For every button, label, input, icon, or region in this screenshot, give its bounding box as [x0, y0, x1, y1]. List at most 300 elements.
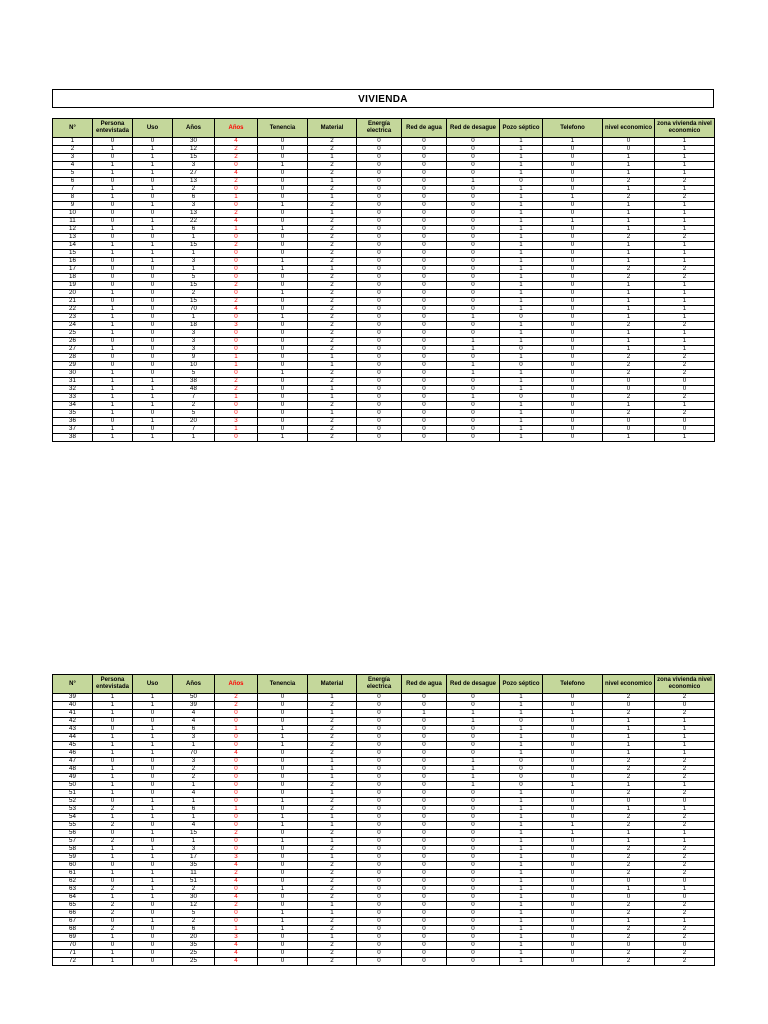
table-cell: 2	[308, 202, 357, 210]
table-cell: 0	[258, 178, 308, 186]
table-cell: 1	[93, 710, 133, 718]
table-cell: 0	[447, 418, 500, 426]
table-cell: 2	[603, 902, 655, 910]
table-cell: 2	[603, 862, 655, 870]
table-cell: 0	[357, 838, 402, 846]
table-cell: 0	[447, 798, 500, 806]
table-cell: 0	[258, 170, 308, 178]
column-header: Red de desague	[447, 675, 500, 694]
table-cell: 3	[215, 418, 258, 426]
table-cell: 48	[53, 766, 93, 774]
table-cell: 1	[173, 782, 215, 790]
table-cell: 1	[93, 186, 133, 194]
table-cell: 0	[357, 306, 402, 314]
table-cell: 0	[603, 138, 655, 146]
table-cell: 1	[93, 434, 133, 442]
table-cell: 12	[173, 902, 215, 910]
table-cell: 0	[603, 798, 655, 806]
table-cell: 0	[447, 426, 500, 434]
table-cell: 0	[357, 434, 402, 442]
table-cell: 2	[308, 434, 357, 442]
table-cell: 38	[173, 378, 215, 386]
table-cell: 2	[308, 418, 357, 426]
table-cell: 0	[447, 790, 500, 798]
table-cell: 0	[357, 846, 402, 854]
table-cell: 0	[357, 934, 402, 942]
table-cell: 0	[93, 918, 133, 926]
table-cell: 43	[53, 726, 93, 734]
table-row	[53, 258, 715, 266]
table-cell: 1	[93, 750, 133, 758]
table-cell: 27	[173, 170, 215, 178]
table-cell: 1	[500, 234, 543, 242]
table-cell: 2	[308, 146, 357, 154]
table-cell: 1	[603, 918, 655, 926]
table-cell: 2	[308, 250, 357, 258]
table-cell: 7	[173, 426, 215, 434]
table-cell: 1	[500, 370, 543, 378]
table-cell: 0	[215, 798, 258, 806]
table-cell: 47	[53, 758, 93, 766]
table-cell: 2	[655, 862, 715, 870]
table-cell: 0	[258, 950, 308, 958]
table-cell: 1	[258, 202, 308, 210]
table-cell: 1	[655, 210, 715, 218]
table-cell: 44	[53, 734, 93, 742]
table-row	[53, 870, 715, 878]
table-cell: 70	[53, 942, 93, 950]
table-cell: 1	[655, 242, 715, 250]
table-cell: 15	[173, 242, 215, 250]
table-cell: 2	[655, 410, 715, 418]
table-cell: 1	[603, 202, 655, 210]
table-cell: 0	[402, 178, 447, 186]
table-cell: 9	[53, 202, 93, 210]
table-cell: 2	[603, 178, 655, 186]
table-cell: 0	[215, 766, 258, 774]
table-cell: 4	[215, 878, 258, 886]
table-cell: 0	[215, 234, 258, 242]
table-cell: 2	[308, 950, 357, 958]
table-cell: 1	[93, 370, 133, 378]
table-cell: 0	[215, 370, 258, 378]
table-cell: 1	[655, 718, 715, 726]
table-cell: 0	[402, 854, 447, 862]
table-cell: 2	[215, 178, 258, 186]
table-cell: 0	[258, 934, 308, 942]
table-cell: 2	[308, 218, 357, 226]
table-cell: 0	[447, 218, 500, 226]
table-cell: 1	[603, 330, 655, 338]
table-cell: 0	[447, 354, 500, 362]
table-cell: 1	[93, 378, 133, 386]
table-row	[53, 758, 715, 766]
table-cell: 15	[173, 154, 215, 162]
table-cell: 0	[357, 338, 402, 346]
table-cell: 0	[543, 290, 603, 298]
table-cell: 3	[173, 846, 215, 854]
table-cell: 9	[173, 354, 215, 362]
table-cell: 1	[543, 194, 603, 202]
table-row	[53, 202, 715, 210]
table-cell: 18	[173, 322, 215, 330]
table-cell: 2	[655, 846, 715, 854]
table-cell: 1	[603, 290, 655, 298]
table-cell: 51	[173, 878, 215, 886]
table-cell: 0	[447, 734, 500, 742]
table-cell: 1	[655, 250, 715, 258]
table-cell: 53	[53, 806, 93, 814]
table-cell: 0	[447, 290, 500, 298]
table-cell: 0	[93, 218, 133, 226]
table-cell: 2	[308, 402, 357, 410]
table-cell: 1	[447, 338, 500, 346]
table-cell: 0	[402, 758, 447, 766]
table-cell: 1	[500, 958, 543, 966]
table-cell: 0	[402, 774, 447, 782]
table-cell: 1	[93, 854, 133, 862]
table-cell: 1	[655, 886, 715, 894]
table-cell: 0	[93, 266, 133, 274]
table-row	[53, 394, 715, 402]
table-cell: 3	[173, 758, 215, 766]
table-cell: 2	[308, 226, 357, 234]
table-cell: 0	[215, 410, 258, 418]
table-cell: 0	[603, 378, 655, 386]
table-cell: 0	[543, 330, 603, 338]
table-cell: 0	[357, 766, 402, 774]
table-cell: 70	[173, 750, 215, 758]
table-cell: 1	[308, 854, 357, 862]
table-cell: 4	[215, 862, 258, 870]
table-cell: 5	[173, 370, 215, 378]
table-row	[53, 138, 715, 146]
table-cell: 1	[447, 178, 500, 186]
column-header: Material	[308, 675, 357, 694]
table-cell: 1	[133, 702, 173, 710]
table-cell: 0	[258, 306, 308, 314]
table-row	[53, 774, 715, 782]
table-cell: 0	[543, 402, 603, 410]
table-cell: 6	[173, 194, 215, 202]
sheet-title: VIVIENDA	[52, 89, 714, 108]
table-cell: 0	[402, 694, 447, 702]
table-cell: 23	[53, 314, 93, 322]
table-cell: 0	[258, 774, 308, 782]
table-cell: 2	[655, 694, 715, 702]
table-cell: 0	[543, 242, 603, 250]
table-cell: 37	[53, 426, 93, 434]
table-cell: 1	[258, 726, 308, 734]
table-cell: 2	[308, 242, 357, 250]
table-cell: 0	[447, 854, 500, 862]
table-cell: 0	[133, 710, 173, 718]
table-row	[53, 154, 715, 162]
table-cell: 0	[215, 290, 258, 298]
table-cell: 3	[215, 854, 258, 862]
table-cell: 0	[402, 354, 447, 362]
table-cell: 1	[543, 138, 603, 146]
table-cell: 0	[133, 782, 173, 790]
vivienda-table-2	[52, 674, 715, 966]
table-cell: 0	[402, 830, 447, 838]
table-cell: 1	[93, 774, 133, 782]
table-cell: 0	[655, 378, 715, 386]
table-cell: 1	[603, 838, 655, 846]
table-cell: 0	[402, 798, 447, 806]
table-cell: 0	[258, 274, 308, 282]
table-cell: 2	[603, 394, 655, 402]
table-cell: 0	[543, 702, 603, 710]
table-cell: 0	[258, 250, 308, 258]
table-cell: 1	[500, 806, 543, 814]
table-cell: 1	[603, 226, 655, 234]
table-cell: 0	[402, 434, 447, 442]
table-cell: 1	[258, 822, 308, 830]
table-cell: 29	[53, 362, 93, 370]
table-cell: 0	[543, 282, 603, 290]
table-cell: 1	[215, 726, 258, 734]
table-cell: 0	[543, 806, 603, 814]
table-cell: 1	[603, 886, 655, 894]
table-cell: 0	[133, 274, 173, 282]
table-cell: 39	[53, 694, 93, 702]
table-row	[53, 934, 715, 942]
table-cell: 1	[500, 426, 543, 434]
table-cell: 1	[500, 410, 543, 418]
table-cell: 0	[357, 830, 402, 838]
table-cell: 6	[53, 178, 93, 186]
table-cell: 0	[258, 402, 308, 410]
table-cell: 1	[93, 226, 133, 234]
table-cell: 0	[447, 846, 500, 854]
table-cell: 0	[543, 162, 603, 170]
table-cell: 2	[215, 386, 258, 394]
column-header: Años	[173, 119, 215, 138]
table-cell: 1	[93, 330, 133, 338]
table-cell: 1	[655, 146, 715, 154]
table-cell: 1	[93, 194, 133, 202]
table-cell: 1	[308, 210, 357, 218]
table-cell: 15	[173, 298, 215, 306]
table-row	[53, 782, 715, 790]
table-cell: 1	[133, 218, 173, 226]
table-cell: 1	[308, 394, 357, 402]
table-cell: 0	[447, 902, 500, 910]
table-cell: 0	[500, 346, 543, 354]
table-cell: 0	[447, 918, 500, 926]
table-cell: 0	[402, 386, 447, 394]
table-cell: 0	[133, 838, 173, 846]
table-cell: 2	[655, 322, 715, 330]
table-cell: 0	[655, 426, 715, 434]
table-cell: 2	[603, 322, 655, 330]
table-cell: 0	[93, 210, 133, 218]
table-cell: 1	[500, 322, 543, 330]
table-cell: 1	[655, 186, 715, 194]
table-cell: 59	[53, 854, 93, 862]
table-cell: 0	[447, 942, 500, 950]
table-cell: 4	[215, 958, 258, 966]
table-cell: 2	[93, 926, 133, 934]
table-cell: 0	[258, 878, 308, 886]
table-cell: 0	[258, 210, 308, 218]
table-cell: 0	[447, 814, 500, 822]
table-cell: 1	[655, 306, 715, 314]
table-cell: 0	[133, 370, 173, 378]
table-cell: 0	[543, 798, 603, 806]
table-cell: 1	[500, 910, 543, 918]
table-cell: 0	[447, 298, 500, 306]
table-cell: 0	[543, 306, 603, 314]
table-cell: 0	[447, 702, 500, 710]
table-cell: 0	[447, 434, 500, 442]
table-cell: 0	[402, 298, 447, 306]
table-cell: 1	[258, 798, 308, 806]
table-cell: 1	[133, 170, 173, 178]
table-cell: 1	[93, 734, 133, 742]
table-cell: 1	[133, 830, 173, 838]
table-cell: 1	[133, 258, 173, 266]
table-row	[53, 718, 715, 726]
table-cell: 2	[655, 394, 715, 402]
table-cell: 2	[603, 774, 655, 782]
table-cell: 0	[215, 434, 258, 442]
table-row	[53, 854, 715, 862]
table-cell: 25	[173, 958, 215, 966]
table-row	[53, 902, 715, 910]
table-cell: 2	[655, 766, 715, 774]
table-cell: 2	[603, 926, 655, 934]
table-cell: 1	[215, 426, 258, 434]
column-header: Tenencia	[258, 119, 308, 138]
table-cell: 0	[215, 846, 258, 854]
column-header: Años	[215, 675, 258, 694]
table-cell: 0	[258, 782, 308, 790]
table-cell: 0	[543, 758, 603, 766]
table-cell: 1	[655, 298, 715, 306]
table-cell: 42	[53, 718, 93, 726]
table-cell: 0	[402, 750, 447, 758]
table-cell: 0	[133, 790, 173, 798]
table-cell: 1	[543, 218, 603, 226]
table-cell: 0	[543, 226, 603, 234]
table-cell: 12	[53, 226, 93, 234]
table-cell: 1	[215, 226, 258, 234]
table-cell: 1	[603, 742, 655, 750]
table-row	[53, 942, 715, 950]
table-cell: 0	[402, 170, 447, 178]
column-header: Telefono	[543, 119, 603, 138]
table-cell: 2	[308, 718, 357, 726]
table-cell: 0	[258, 790, 308, 798]
column-header: Años	[173, 675, 215, 694]
table-cell: 66	[53, 910, 93, 918]
table-cell: 1	[308, 154, 357, 162]
table-cell: 0	[133, 138, 173, 146]
table-cell: 0	[357, 178, 402, 186]
table-cell: 0	[215, 910, 258, 918]
table-cell: 36	[53, 418, 93, 426]
table-cell: 0	[543, 210, 603, 218]
table-cell: 33	[53, 394, 93, 402]
table-row	[53, 170, 715, 178]
table-cell: 61	[53, 870, 93, 878]
table-cell: 0	[93, 942, 133, 950]
table-cell: 1	[500, 886, 543, 894]
table-cell: 0	[447, 138, 500, 146]
table-cell: 34	[53, 402, 93, 410]
table-row	[53, 710, 715, 718]
table-cell: 1	[500, 186, 543, 194]
table-cell: 1	[603, 282, 655, 290]
table-cell: 1	[308, 774, 357, 782]
table-cell: 7	[53, 186, 93, 194]
table-cell: 1	[500, 942, 543, 950]
table-cell: 0	[603, 418, 655, 426]
table-cell: 1	[500, 814, 543, 822]
table-cell: 0	[543, 942, 603, 950]
table-cell: 1	[500, 274, 543, 282]
table-cell: 0	[603, 878, 655, 886]
column-header: Red de desague	[447, 119, 500, 138]
table-cell: 1	[133, 918, 173, 926]
table-cell: 0	[258, 138, 308, 146]
table-cell: 2	[173, 918, 215, 926]
table-cell: 6	[173, 726, 215, 734]
table-cell: 1	[93, 170, 133, 178]
table-cell: 5	[173, 274, 215, 282]
table-cell: 0	[402, 186, 447, 194]
table-cell: 0	[93, 154, 133, 162]
table-cell: 0	[215, 266, 258, 274]
table-row	[53, 822, 715, 830]
table-cell: 0	[500, 782, 543, 790]
table-cell: 1	[133, 226, 173, 234]
table-cell: 1	[93, 934, 133, 942]
table-cell: 1	[133, 394, 173, 402]
table-cell: 1	[655, 918, 715, 926]
table-cell: 1	[500, 694, 543, 702]
table-cell: 2	[655, 958, 715, 966]
table-cell: 0	[133, 178, 173, 186]
table-cell: 0	[402, 162, 447, 170]
table-cell: 1	[133, 162, 173, 170]
table-cell: 64	[53, 894, 93, 902]
table-cell: 0	[543, 950, 603, 958]
table-cell: 0	[215, 346, 258, 354]
table-cell: 1	[93, 814, 133, 822]
table-cell: 1	[500, 950, 543, 958]
table-cell: 0	[402, 894, 447, 902]
table-cell: 1	[655, 218, 715, 226]
table-cell: 0	[258, 418, 308, 426]
table-cell: 38	[53, 434, 93, 442]
table-cell: 1	[500, 926, 543, 934]
table-cell: 1	[500, 750, 543, 758]
table-cell: 0	[93, 354, 133, 362]
table-row	[53, 910, 715, 918]
table-cell: 0	[133, 758, 173, 766]
table-cell: 0	[447, 830, 500, 838]
table-cell: 0	[215, 758, 258, 766]
table-cell: 0	[258, 750, 308, 758]
table-cell: 1	[603, 250, 655, 258]
table-cell: 1	[308, 902, 357, 910]
table-cell: 1	[500, 862, 543, 870]
table-cell: 0	[543, 298, 603, 306]
table-cell: 2	[93, 886, 133, 894]
